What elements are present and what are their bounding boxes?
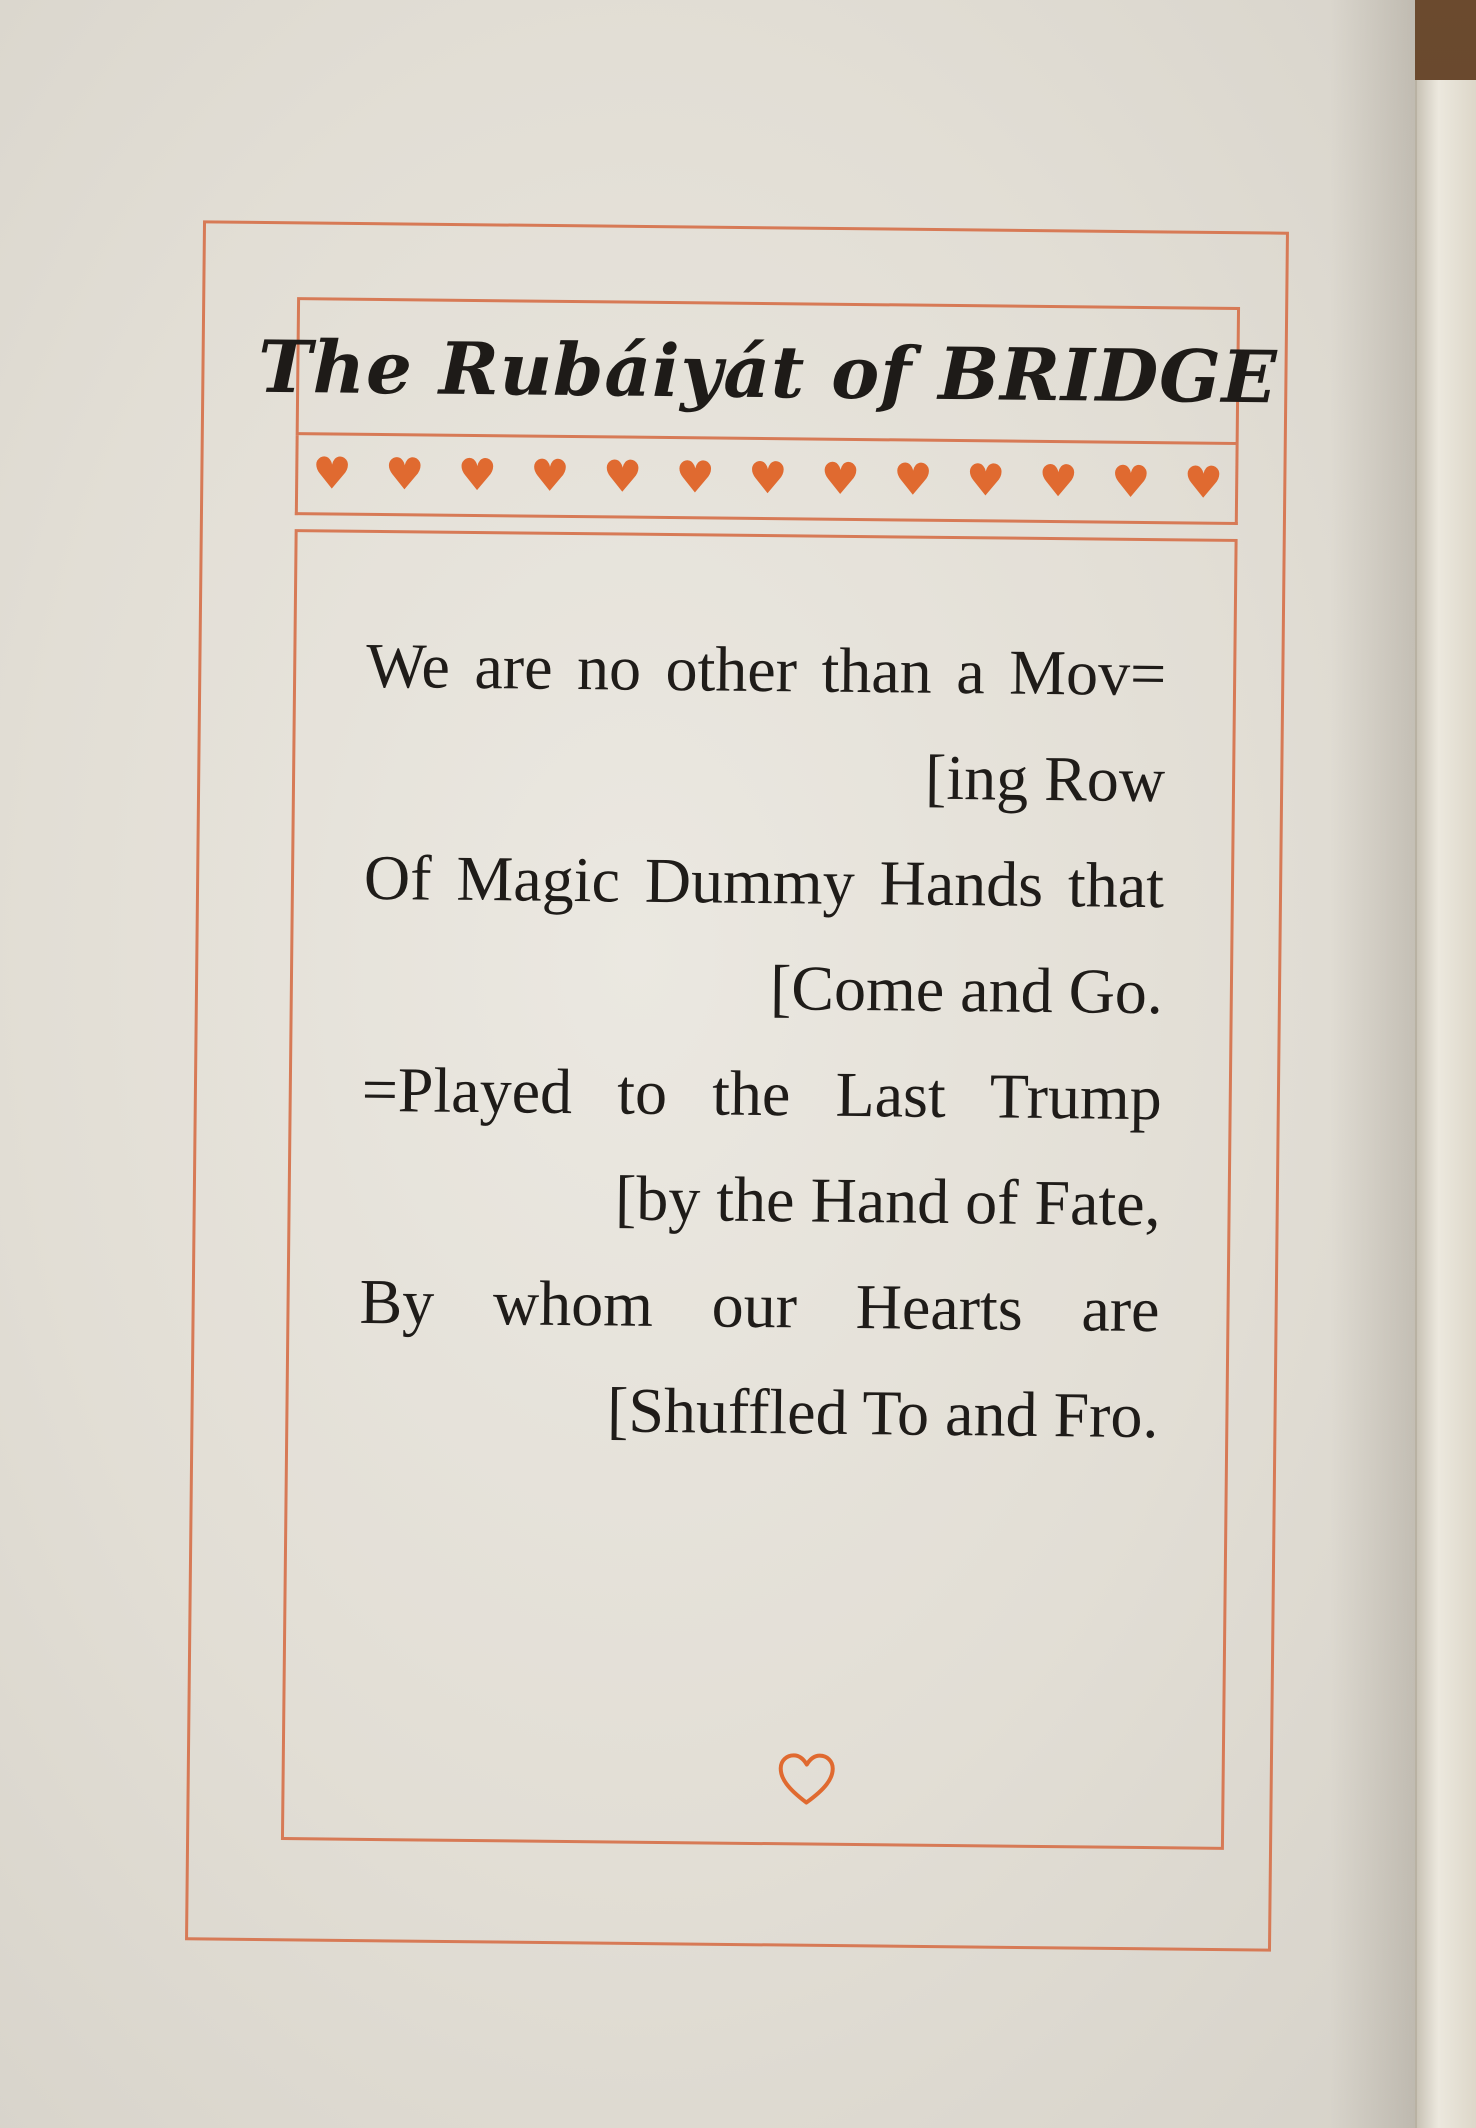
heart-icon: ♥	[965, 454, 1006, 507]
page-title: The Rubáiyát of BRIDGE	[257, 323, 1278, 419]
page-gutter-shadow	[1330, 0, 1415, 2128]
verse-line-2: [ing Row	[924, 741, 1166, 816]
heart-icon: ♥	[1038, 455, 1079, 507]
heart-icon: ♥	[820, 453, 861, 505]
verse-line-1: We are no other than a Mov=	[365, 629, 1167, 710]
heart-icon: ♥	[747, 452, 788, 504]
verse-line-3: Of Magic Dummy Hands that	[363, 841, 1165, 922]
inner-frame	[257, 297, 1278, 1850]
title-box	[257, 297, 1278, 445]
heart-icon: ♥	[602, 450, 643, 503]
heart-outline-icon	[777, 1752, 836, 1807]
heart-icon: ♥	[311, 447, 352, 500]
heart-icon: ♥	[457, 449, 498, 501]
verse-line-6: [by the Hand of Fate,	[614, 1162, 1162, 1240]
heart-icon: ♥	[1110, 456, 1151, 508]
heart-icon: ♥	[675, 451, 716, 503]
heart-icon: ♥	[892, 453, 933, 506]
verse-stanza	[358, 613, 1167, 1469]
verse-box	[281, 529, 1238, 1850]
hearts-ornament-band	[295, 435, 1239, 525]
verse-line-7: By whom our Hearts are	[359, 1265, 1160, 1346]
heart-icon: ♥	[384, 448, 425, 500]
heart-icon: ♥	[529, 450, 570, 502]
verse-line-5: =Played to the Last Trump	[361, 1053, 1163, 1134]
verse-line-4: [Come and Go.	[769, 952, 1164, 1028]
heart-icon: ♥	[1183, 456, 1224, 509]
verse-line-8: [Shuffled To and Fro.	[606, 1374, 1159, 1452]
adjacent-page-edge	[1415, 80, 1476, 2128]
